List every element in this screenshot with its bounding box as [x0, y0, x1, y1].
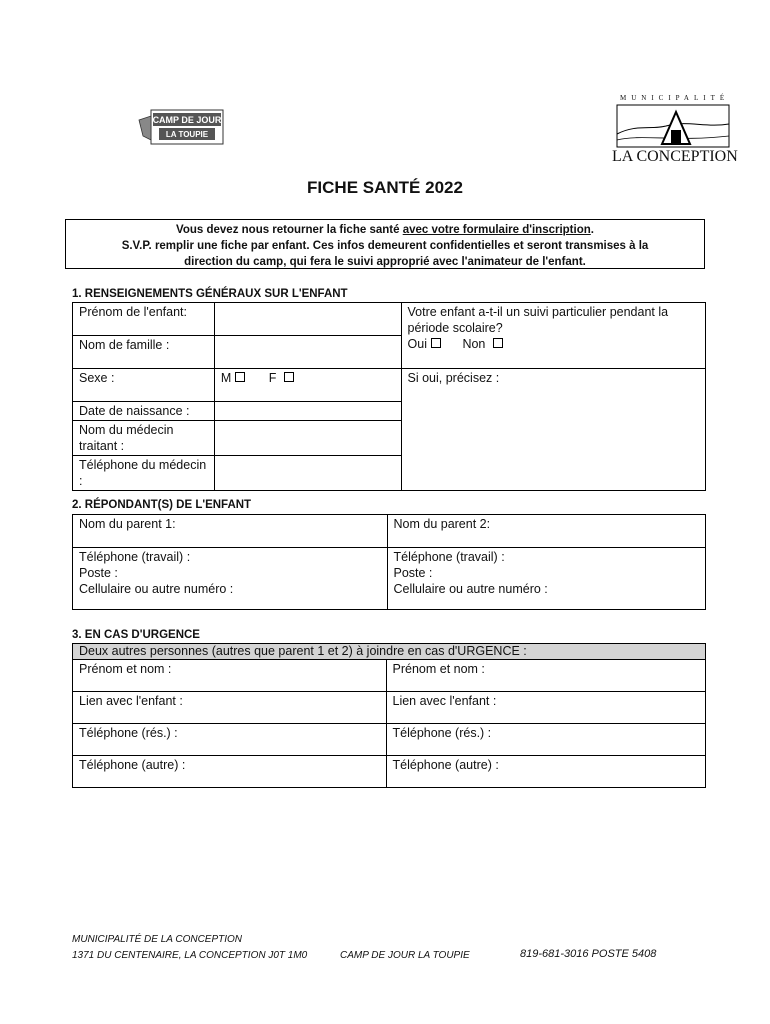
footer-camp: CAMP DE JOUR LA TOUPIE	[340, 950, 470, 961]
suivi-cell	[401, 303, 705, 369]
medecin-field[interactable]	[214, 421, 401, 456]
oui-checkbox[interactable]	[431, 338, 441, 348]
camp-logo-line2: LA TOUPIE	[165, 130, 209, 139]
section2-title: 2. RÉPONDANT(S) DE L'ENFANT	[72, 499, 252, 511]
section1-table	[72, 302, 706, 491]
section3-table	[72, 643, 706, 788]
precisez-label: Si oui, précisez :	[407, 371, 500, 385]
contact2-lien-label: Lien avec l'enfant :	[392, 694, 497, 708]
section1-title: 1. RENSEIGNEMENTS GÉNÉRAUX SUR L'ENFANT	[72, 288, 348, 300]
notice-box	[65, 219, 705, 269]
nom-field[interactable]	[214, 336, 401, 369]
naissance-field[interactable]	[214, 402, 401, 421]
parent1-contact[interactable]	[73, 548, 388, 610]
contact1-tel-res[interactable]	[73, 724, 387, 756]
parent1-tel-travail-label: Téléphone (travail) :	[79, 550, 191, 564]
contact1-nom[interactable]	[73, 660, 387, 692]
parent1-poste-label: Poste :	[79, 566, 118, 580]
sexe-f-label: F	[268, 371, 277, 385]
tel-medecin-field[interactable]	[214, 456, 401, 491]
contact1-lien[interactable]	[73, 692, 387, 724]
contact1-tel-autre[interactable]	[73, 756, 387, 788]
medecin-label: Nom du médecin traitant :	[73, 421, 215, 456]
notice-line1	[66, 222, 704, 238]
notice-period: .	[590, 224, 594, 236]
footer-org: MUNICIPALITÉ DE LA CONCEPTION	[72, 934, 243, 945]
contact1-tel-autre-label: Téléphone (autre) :	[79, 758, 186, 772]
parent1-field[interactable]	[73, 515, 388, 548]
tel-medecin-label: Téléphone du médecin :	[73, 456, 215, 491]
precisez-cell[interactable]	[401, 369, 705, 491]
parent2-poste-label: Poste :	[393, 566, 433, 580]
suivi-options	[408, 336, 699, 352]
sexe-m-label: M	[220, 371, 232, 385]
page-title: FICHE SANTÉ 2022	[307, 178, 463, 197]
section3-title: 3. EN CAS D'URGENCE	[72, 629, 200, 641]
sexe-f-checkbox[interactable]	[284, 372, 294, 382]
parent2-cellulaire-label: Cellulaire ou autre numéro :	[393, 582, 548, 596]
camp-logo-line1: CAMP DE JOUR	[152, 115, 222, 125]
sexe-options	[214, 369, 401, 402]
sexe-m-checkbox[interactable]	[235, 372, 245, 382]
contact2-tel-res-label: Téléphone (rés.) :	[392, 726, 492, 740]
footer-address: 1371 DU CENTENAIRE, LA CONCEPTION J0T 1M0	[72, 950, 308, 961]
section2-table	[72, 514, 706, 610]
contact2-tel-autre-label: Téléphone (autre) :	[392, 758, 499, 772]
notice-text: Vous devez nous retourner la fiche santé	[176, 224, 403, 236]
contact2-tel-res[interactable]	[386, 724, 706, 756]
municipality-name: LA CONCEPTION	[612, 148, 738, 165]
naissance-label: Date de naissance :	[73, 402, 215, 421]
notice-line3: direction du camp, qui fera le suivi approprié avec l'animateur de l'enfant.	[184, 256, 586, 268]
contact1-tel-res-label: Téléphone (rés.) :	[79, 726, 178, 740]
non-checkbox[interactable]	[493, 338, 503, 348]
contact2-nom[interactable]	[386, 660, 706, 692]
parent1-cellulaire-label: Cellulaire ou autre numéro :	[79, 582, 234, 596]
oui-label: Oui	[407, 337, 427, 351]
non-label: Non	[462, 337, 486, 351]
nom-label: Nom de famille :	[73, 336, 215, 369]
parent2-tel-travail-label: Téléphone (travail) :	[393, 550, 505, 564]
contact2-nom-label: Prénom et nom :	[392, 662, 485, 676]
camp-logo	[137, 106, 225, 148]
contact2-lien[interactable]	[386, 692, 706, 724]
municipality-label: MUNICIPALITÉ	[620, 94, 730, 102]
emergency-header: Deux autres personnes (autres que parent 1 et 2) à joindre en cas d'URGENCE :	[73, 644, 706, 660]
church-icon	[616, 104, 730, 148]
parent2-field[interactable]	[387, 515, 706, 548]
sexe-label: Sexe :	[73, 369, 215, 402]
parent2-contact[interactable]	[387, 548, 706, 610]
parent1-label: Nom du parent 1:	[79, 517, 176, 531]
contact2-tel-autre[interactable]	[386, 756, 706, 788]
prenom-label: Prénom de l'enfant:	[73, 303, 215, 336]
footer-phone: 819-681-3016 POSTE 5408	[520, 948, 657, 960]
suivi-question: Votre enfant a-t-il un suivi particulier pendant la période scolaire?	[407, 305, 669, 335]
prenom-field[interactable]	[214, 303, 401, 336]
parent2-label: Nom du parent 2:	[393, 517, 491, 531]
municipality-logo	[612, 94, 736, 168]
notice-underlined: avec votre formulaire d'inscription	[402, 224, 591, 236]
notice-line2: S.V.P. remplir une fiche par enfant. Ces infos demeurent confidentielles et seront transmises à la	[121, 240, 649, 252]
contact1-lien-label: Lien avec l'enfant :	[79, 694, 183, 708]
contact1-nom-label: Prénom et nom :	[79, 662, 172, 676]
